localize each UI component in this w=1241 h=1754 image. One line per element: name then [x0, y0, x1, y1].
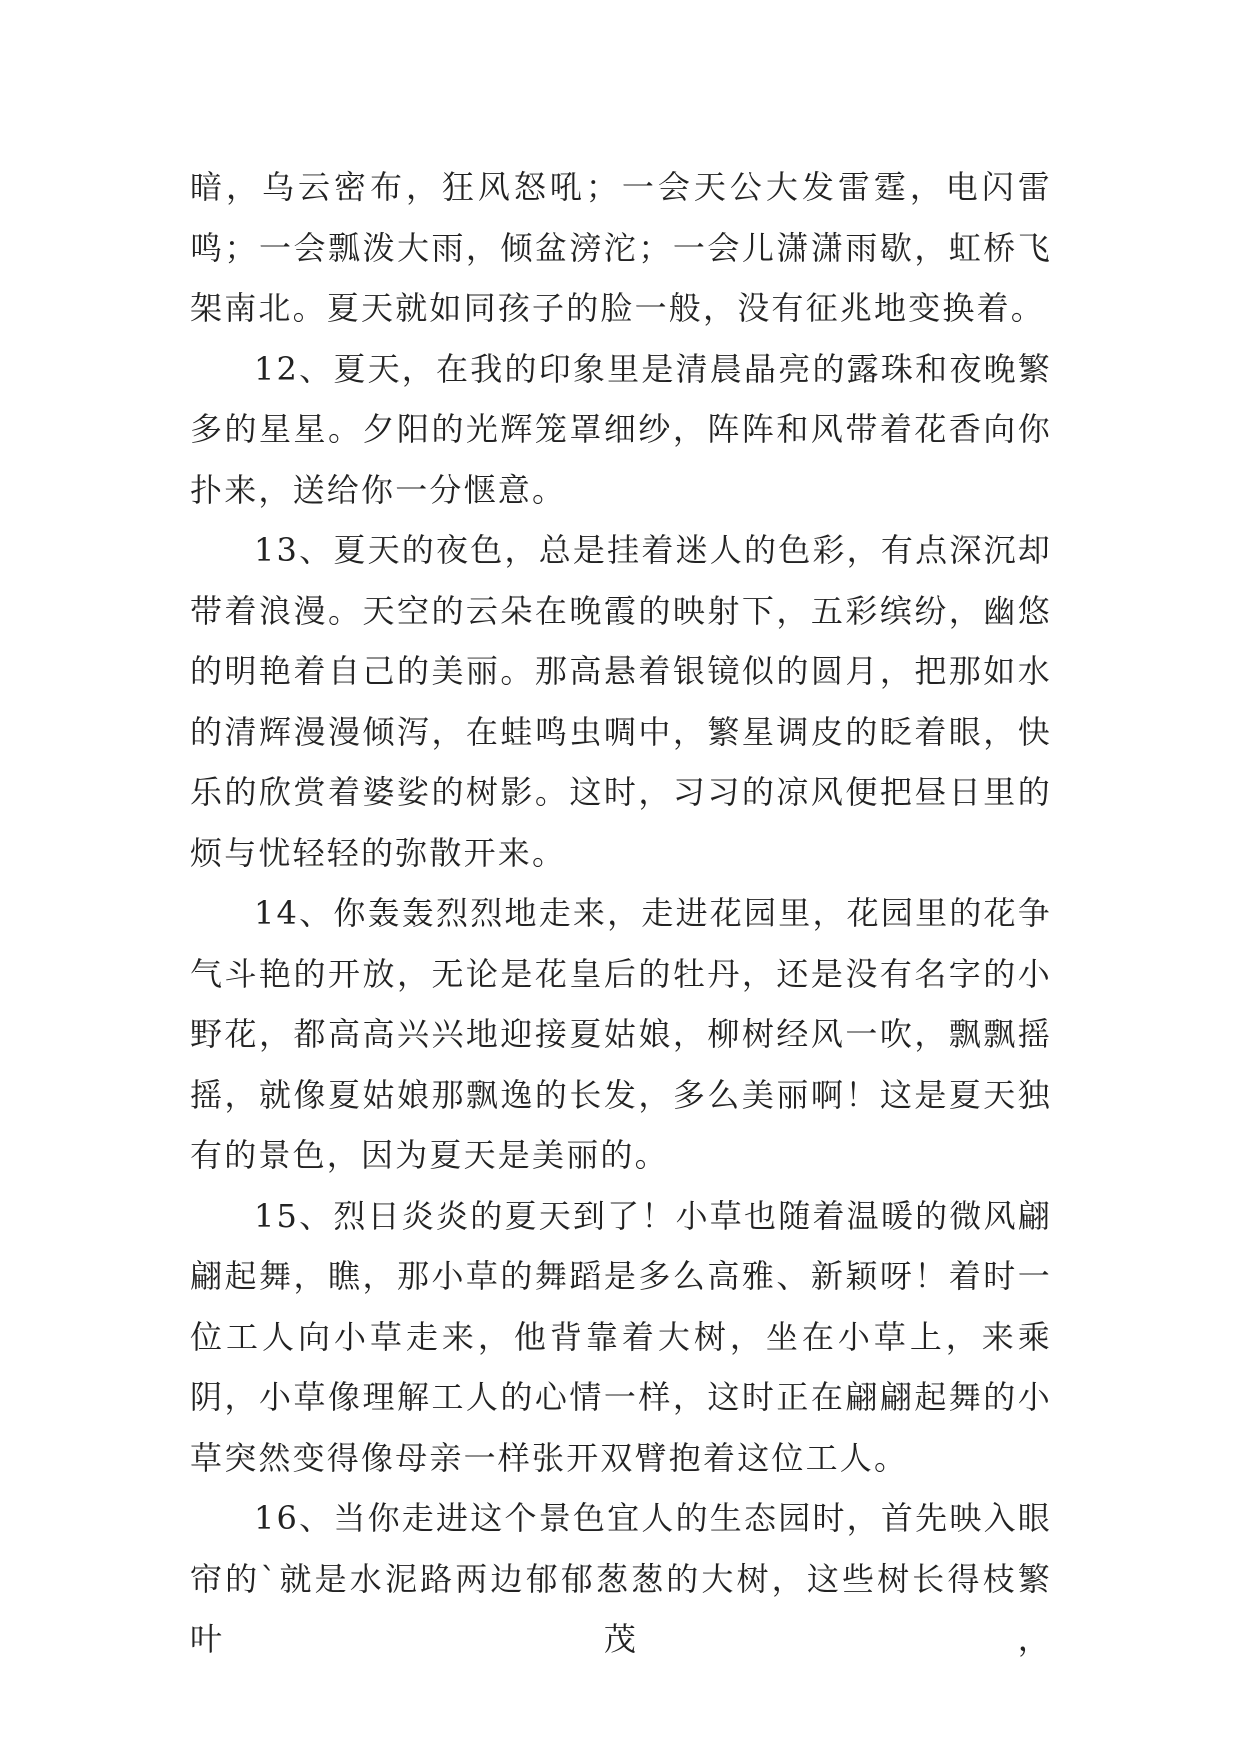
- paragraph-12: 12、夏天，在我的印象里是清晨晶亮的露珠和夜晚繁多的星星。夕阳的光辉笼罩细纱，阵阵和风带着花香向你扑来，送给你一分惬意。: [190, 349, 1052, 509]
- body-text: [190, 157, 1052, 1670]
- paragraph-14: 14、你轰轰烈烈地走来，走进花园里，花园里的花争气斗艳的开放，无论是花皇后的牡丹，还是没有名字的小野花，都高高兴兴地迎接夏姑娘，柳树经风一吹，飘飘摇摇，就像夏姑娘那飘逸的长发，多么美丽啊！这是夏天独有的景色，因为夏天是美丽的。: [190, 894, 1052, 1174]
- paragraph-15: 15、烈日炎炎的夏天到了！小草也随着温暖的微风翩翩起舞，瞧，那小草的舞蹈是多么高雅、新颖呀！着时一位工人向小草走来，他背靠着大树，坐在小草上，来乘阴，小草像理解工人的心情一样，这时正在翩翩起舞的小草突然变得像母亲一样张开双臂抱着这位工人。: [190, 1196, 1052, 1477]
- paragraph-13: 13、夏天的夜色，总是挂着迷人的色彩，有点深沉却带着浪漫。天空的云朵在晚霞的映射下，五彩缤纷，幽悠的明艳着自己的美丽。那高悬着银镜似的圆月，把那如水的清辉漫漫倾泻，在蛙鸣虫啁中，繁星调皮的眨着眼，快乐的欣赏着婆娑的树影。这时，习习的凉风便把昼日里的烦与忧轻轻的弥散开来。: [190, 531, 1052, 872]
- paragraph-11-continuation: 暗，乌云密布，狂风怒吼；一会天公大发雷霆，电闪雷鸣；一会瓢泼大雨，倾盆滂沱；一会儿潇潇雨歇，虹桥飞架南北。夏天就如同孩子的脸一般，没有征兆地变换着。: [190, 168, 1052, 327]
- paragraph-16: 16、当你走进这个景色宜人的生态园时，首先映入眼帘的`就是水泥路两边郁郁葱葱的大树，这些树长得枝繁叶茂，: [190, 1499, 1052, 1658]
